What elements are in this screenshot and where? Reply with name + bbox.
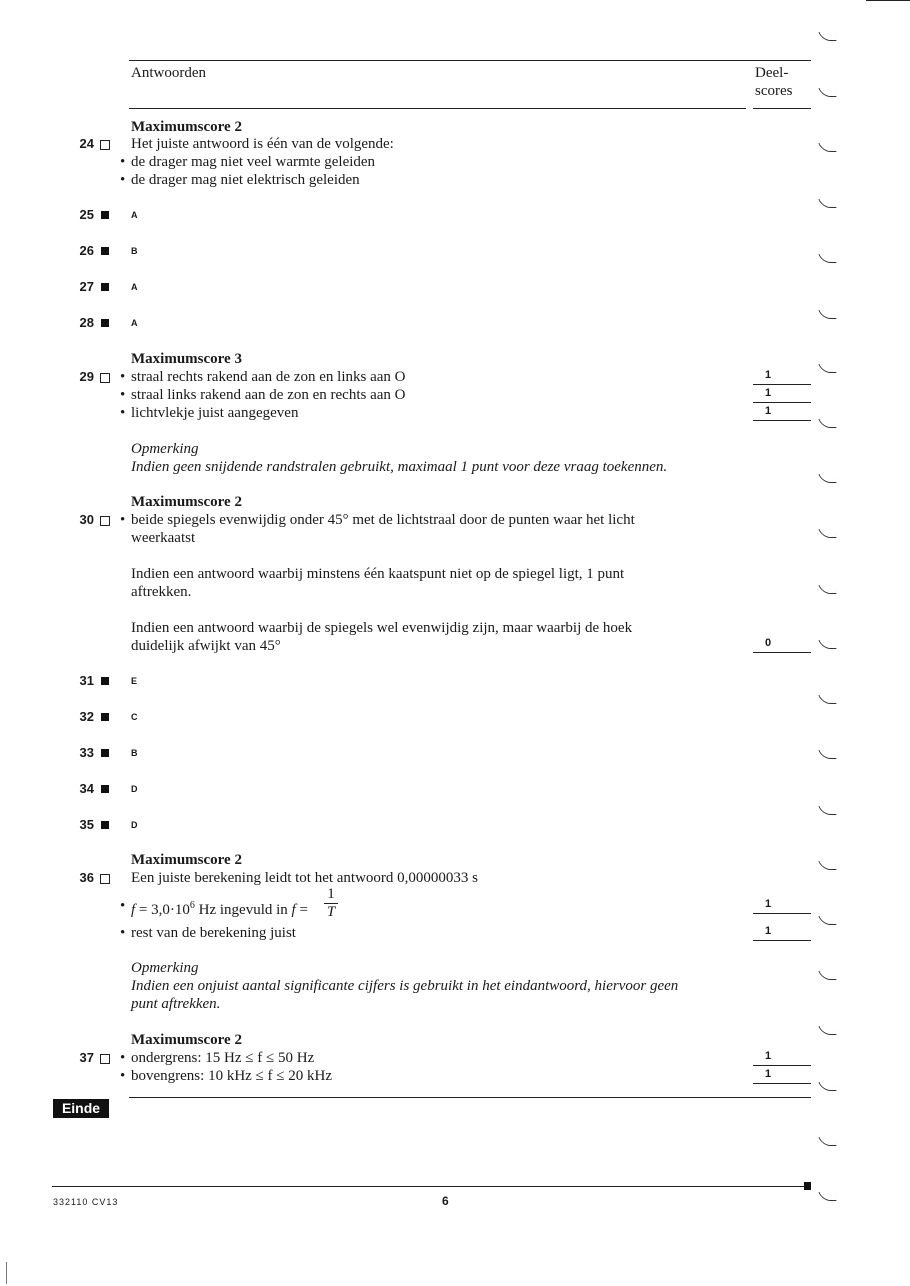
closed-question-box	[101, 713, 109, 721]
q36-item-2: rest van de berekening juist	[131, 925, 296, 941]
footer-end-square	[804, 1182, 811, 1190]
q27-answer: A	[131, 282, 138, 292]
q36-number: 36	[79, 870, 94, 885]
fraction-numerator: 1	[327, 886, 335, 902]
q30-item-line-2: weerkaatst	[131, 530, 196, 546]
q35-number: 35	[79, 817, 94, 832]
bullet: •	[120, 369, 126, 385]
header-top-rule	[129, 60, 811, 61]
score-value: 1	[765, 1050, 772, 1062]
q29-item-2: straal links rakend aan de zon en rechts aan O	[131, 387, 406, 403]
q30-paragraph-2-line-2: duidelijk afwijkt van 45°	[131, 638, 281, 654]
q36-f-symbol: f	[131, 902, 136, 918]
score-value: 0	[765, 637, 772, 649]
q29-item-1: straal rechts rakend aan de zon en links aan O	[131, 369, 406, 385]
edge-mark	[818, 529, 836, 538]
q36-remark-line-2: punt aftrekken.	[131, 996, 221, 1012]
q28-answer: A	[131, 318, 138, 328]
bullet: •	[120, 898, 126, 914]
edge-mark	[818, 585, 836, 594]
q29-score-2	[753, 386, 811, 403]
edge-mark	[818, 640, 836, 649]
q31-number: 31	[79, 673, 94, 688]
fraction-denominator: T	[326, 904, 336, 920]
q36-f-symbol-2: f	[291, 902, 296, 918]
q32-number: 32	[79, 709, 94, 724]
score-value: 1	[765, 898, 772, 910]
q29-item-3: lichtvlekje juist aangegeven	[131, 405, 299, 421]
closed-question-box	[101, 247, 109, 255]
open-question-box	[100, 140, 110, 150]
edge-mark	[818, 971, 836, 980]
q36-fraction	[324, 887, 338, 920]
q25-number: 25	[79, 207, 94, 222]
open-question-box	[100, 516, 110, 526]
q36-score-2	[753, 924, 811, 941]
page-number: 6	[442, 1194, 449, 1208]
q37-maxscore: Maximumscore 2	[131, 1032, 242, 1048]
closed-question-box	[101, 677, 109, 685]
q36-intro: Een juiste berekening leidt tot het antwoord 0,00000033 s	[131, 870, 479, 886]
edge-mark	[818, 143, 836, 152]
edge-mark	[818, 1026, 836, 1035]
edge-mark	[818, 310, 836, 319]
q37-item-1: ondergrens: 15 Hz ≤ f ≤ 50 Hz	[131, 1050, 315, 1066]
edge-mark	[818, 750, 836, 759]
bullet: •	[120, 1050, 126, 1066]
bullet: •	[120, 512, 126, 528]
q24-maxscore: Maximumscore 2	[131, 119, 242, 135]
q30-paragraph-2-line-1: Indien een antwoord waarbij de spiegels wel evenwijdig zijn, maar waarbij de hoek	[131, 620, 633, 636]
score-value: 1	[765, 369, 772, 381]
q36-filled-in: Hz ingevuld in	[194, 902, 292, 918]
edge-mark	[818, 1192, 836, 1201]
q29-remark: Indien geen snijdende randstralen gebruikt, maximaal 1 punt voor deze vraag toekennen.	[131, 459, 668, 475]
q30-score	[753, 636, 811, 653]
open-question-box	[100, 373, 110, 383]
open-question-box	[100, 874, 110, 884]
edge-mark	[818, 806, 836, 815]
q36-equals: =	[295, 902, 308, 918]
header-answers: Antwoorden	[131, 65, 206, 81]
q27-number: 27	[79, 279, 94, 294]
score-value: 1	[765, 405, 772, 417]
edge-mark	[818, 419, 836, 428]
q33-number: 33	[79, 745, 94, 760]
edge-mark	[818, 1082, 836, 1091]
q37-score-2	[753, 1067, 811, 1084]
q36-item-1	[131, 897, 308, 919]
q29-number: 29	[79, 369, 94, 384]
edge-mark	[818, 1137, 836, 1146]
bullet: •	[120, 405, 126, 421]
q26-number: 26	[79, 243, 94, 258]
score-value: 1	[765, 387, 772, 399]
bullet: •	[120, 154, 126, 170]
q37-score-1	[753, 1049, 811, 1066]
footer-rule	[52, 1186, 806, 1187]
end-rule	[129, 1097, 811, 1098]
top-right-rule	[866, 0, 910, 1]
edge-mark	[818, 474, 836, 483]
q36-maxscore: Maximumscore 2	[131, 852, 242, 868]
q36-exponent: 6	[189, 900, 195, 911]
closed-question-box	[101, 319, 109, 327]
closed-question-box	[101, 785, 109, 793]
q34-number: 34	[79, 781, 94, 796]
q36-score-1	[753, 897, 811, 914]
edge-mark	[818, 364, 836, 373]
q24-item-2: de drager mag niet elektrisch geleiden	[131, 172, 360, 188]
q36-remark-line-1: Indien een onjuist aantal significante cijfers is gebruikt in het eindantwoord, hiervoor geen	[131, 978, 679, 994]
q24-intro: Het juiste antwoord is één van de volgende:	[131, 136, 394, 152]
left-edge-mark	[6, 1262, 7, 1284]
closed-question-box	[101, 283, 109, 291]
q33-answer: B	[131, 748, 138, 758]
q29-remark-title: Opmerking	[131, 441, 199, 457]
bullet: •	[120, 1068, 126, 1084]
closed-question-box	[101, 211, 109, 219]
footer-code: 332110 CV13	[53, 1197, 119, 1207]
q36-f-value: = 3,0·10	[135, 902, 190, 918]
q24-item-1: de drager mag niet veel warmte geleiden	[131, 154, 376, 170]
bullet: •	[120, 387, 126, 403]
q24-number: 24	[79, 136, 94, 151]
edge-mark	[818, 32, 836, 41]
q29-maxscore: Maximumscore 3	[131, 351, 242, 367]
edge-mark	[818, 861, 836, 870]
bullet: •	[120, 172, 126, 188]
q29-score-1	[753, 368, 811, 385]
header-partial-scores-1: Deel-	[755, 65, 789, 81]
edge-mark	[818, 199, 836, 208]
edge-mark	[818, 916, 836, 925]
q30-maxscore: Maximumscore 2	[131, 494, 242, 510]
q32-answer: C	[131, 712, 138, 722]
edge-mark	[818, 254, 836, 263]
q25-answer: A	[131, 210, 138, 220]
q37-item-2: bovengrens: 10 kHz ≤ f ≤ 20 kHz	[131, 1068, 333, 1084]
q37-number: 37	[79, 1050, 94, 1065]
bullet: •	[120, 925, 126, 941]
edge-mark	[818, 88, 836, 97]
q35-answer: D	[131, 820, 138, 830]
q30-paragraph-1-line-1: Indien een antwoord waarbij minstens één kaatspunt niet op de spiegel ligt, 1 punt	[131, 566, 625, 582]
q30-number: 30	[79, 512, 94, 527]
header-partial-scores-2: scores	[755, 83, 793, 99]
open-question-box	[100, 1054, 110, 1064]
q36-remark-title: Opmerking	[131, 960, 199, 976]
q30-item-line-1: beide spiegels evenwijdig onder 45° met de lichtstraal door de punten waar het licht	[131, 512, 635, 528]
end-label: Einde	[53, 1099, 109, 1118]
closed-question-box	[101, 749, 109, 757]
q30-paragraph-1-line-2: aftrekken.	[131, 584, 192, 600]
q29-score-3	[753, 404, 811, 421]
header-bottom-rule	[129, 108, 746, 109]
closed-question-box	[101, 821, 109, 829]
q34-answer: D	[131, 784, 138, 794]
q31-answer: E	[131, 676, 138, 686]
score-value: 1	[765, 925, 772, 937]
edge-mark	[818, 695, 836, 704]
q26-answer: B	[131, 246, 138, 256]
header-bottom-rule-right	[753, 108, 811, 109]
q28-number: 28	[79, 315, 94, 330]
score-value: 1	[765, 1068, 772, 1080]
